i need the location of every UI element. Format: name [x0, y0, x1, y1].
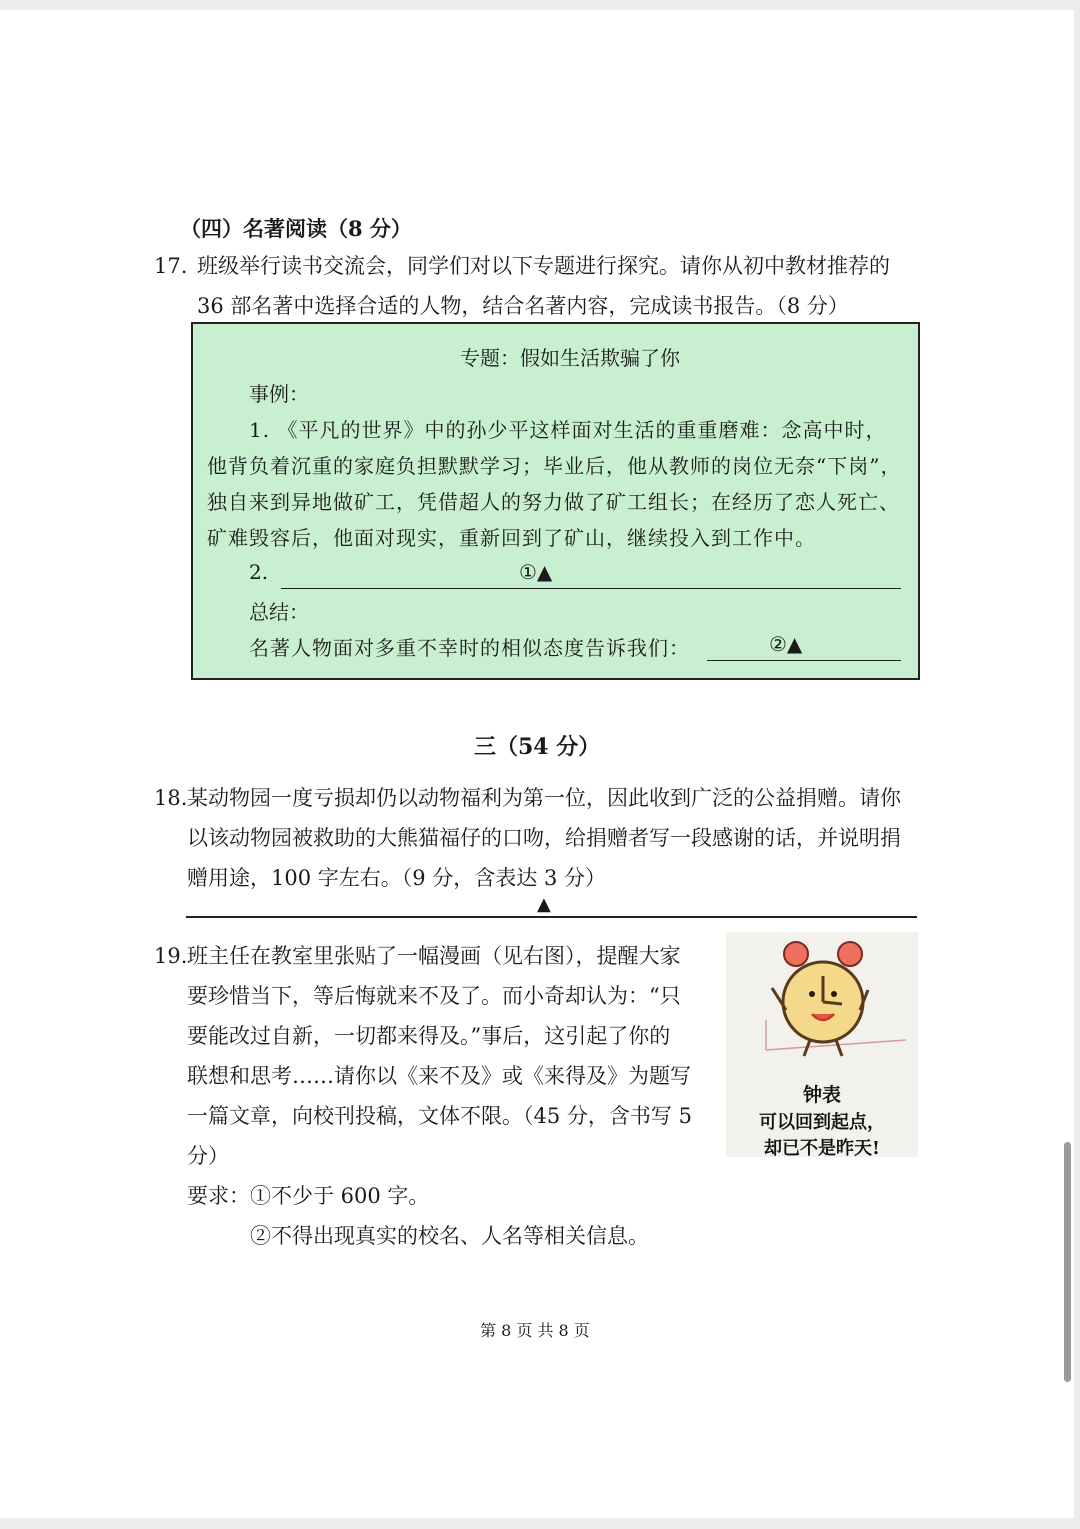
q19-number: 19.: [154, 944, 188, 968]
scrollbar-thumb[interactable]: [1064, 1142, 1071, 1382]
section-title: （四）名著阅读（8 分）: [180, 216, 412, 241]
q18-answer-marker: ▲: [537, 894, 551, 915]
q17-line2: 36 部名著中选择合适的人物，结合名著内容，完成读书报告。（8 分）: [197, 294, 849, 318]
box-summary-label: 总结：: [249, 600, 309, 624]
q17-line1: 班级举行读书交流会，同学们对以下专题进行探究。请你从初中教材推荐的: [197, 254, 890, 278]
q19-line3: 要能改过自新，一切都来得及。”事后，这引起了你的: [187, 1024, 671, 1048]
answer-blank-1[interactable]: [281, 564, 901, 589]
box-example1-line1: 1. 《平凡的世界》中的孙少平这样面对生活的重重磨难：念高中时，: [249, 418, 887, 442]
q19-line4: 联想和思考……请你以《来不及》或《来得及》为题写: [187, 1064, 691, 1088]
q19-line5: 一篇文章，向校刊投稿，文体不限。（45 分，含书写 5: [187, 1104, 692, 1128]
box-example1-line2: 他背负着沉重的家庭负担默默学习；毕业后，他从教师的岗位无奈“下岗”，: [207, 454, 902, 478]
q19-requirement-1: 要求：①不少于 600 字。: [187, 1184, 430, 1208]
clock-comic: [726, 932, 918, 1157]
q18-answer-line[interactable]: [186, 916, 917, 918]
exam-page: [0, 10, 1074, 1518]
q19-line1: 班主任在教室里张贴了一幅漫画（见右图），提醒大家: [187, 944, 681, 968]
page-footer: 第 8 页 共 8 页: [480, 1321, 590, 1340]
q18-line1: 某动物园一度亏损却仍以动物福利为第一位，因此收到广泛的公益捐赠。请你: [187, 786, 901, 810]
comic-caption-1: 可以回到起点，: [759, 1112, 885, 1133]
q18-line2: 以该动物园被救助的大熊猫福仔的口吻，给捐赠者写一段感谢的话，并说明捐: [187, 826, 901, 850]
q17-number: 17.: [154, 254, 188, 278]
box-example2-label: 2.: [249, 560, 269, 584]
q19-line6: 分）: [187, 1144, 229, 1168]
q19-requirement-2: ②不得出现真实的校名、人名等相关信息。: [250, 1224, 649, 1248]
box-example1-line4: 矿难毁容后，他面对现实，重新回到了矿山，继续投入到工作中。: [207, 526, 816, 550]
box-summary-text: 名著人物面对多重不幸时的相似态度告诉我们：: [249, 636, 690, 660]
reading-report-box: [191, 322, 920, 680]
comic-title: 钟表: [802, 1084, 841, 1106]
q18-line3: 赠用途，100 字左右。（9 分，含表达 3 分）: [187, 866, 607, 890]
box-example1-line3: 独自来到异地做矿工，凭借超人的努力做了矿工组长；在经历了恋人死亡、: [207, 490, 900, 514]
blank1-marker: ①▲: [519, 560, 553, 584]
part3-title: 三（54 分）: [474, 734, 601, 760]
answer-blank-2[interactable]: [707, 636, 901, 661]
box-topic: 专题：假如生活欺骗了你: [460, 346, 680, 370]
alarm-clock-cartoon-icon: [726, 932, 918, 1077]
blank2-marker: ②▲: [769, 632, 803, 656]
comic-caption-2: 却已不是昨天!: [764, 1138, 880, 1159]
q18-number: 18.: [154, 786, 188, 810]
box-example-label: 事例：: [249, 382, 309, 406]
q19-line2: 要珍惜当下，等后悔就来不及了。而小奇却认为：“只: [187, 984, 681, 1008]
